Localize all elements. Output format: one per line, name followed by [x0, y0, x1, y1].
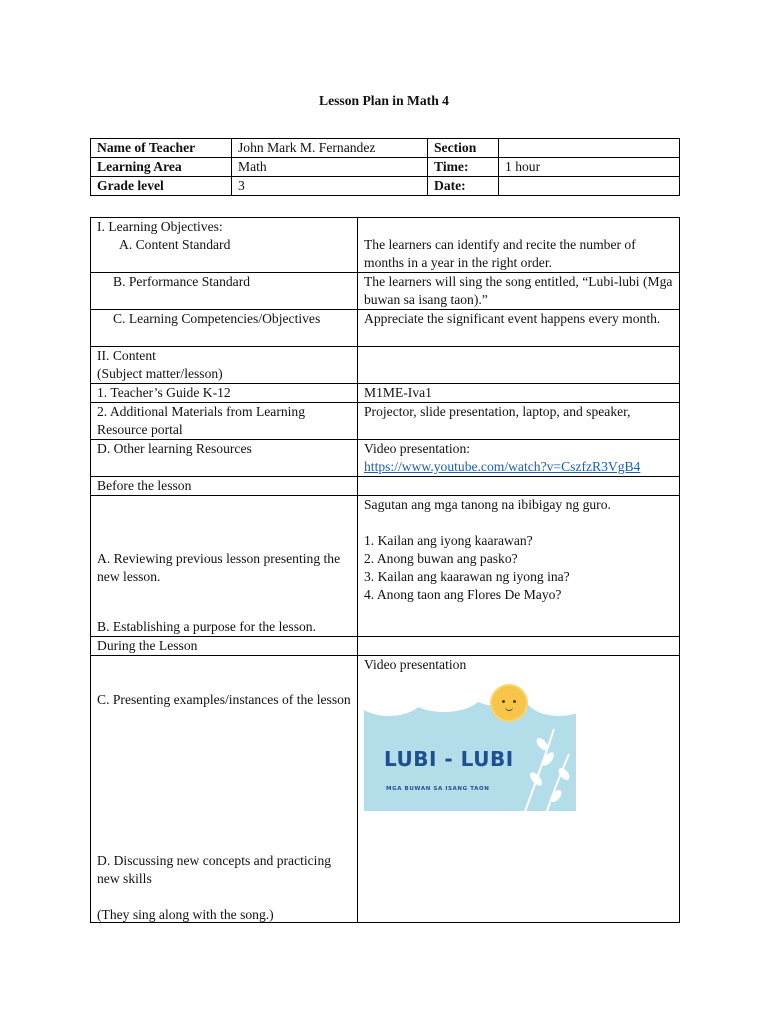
competencies-value: Appreciate the significant event happens every month. [358, 310, 680, 347]
youtube-link[interactable]: https://www.youtube.com/watch?v=CszfzR3VgB4 [364, 459, 641, 474]
questions-cell [358, 496, 680, 637]
performance-standard-value: The learners will sing the song entitled, “Lubi-lubi (Mga buwan sa isang taon).” [358, 273, 680, 310]
document-title: Lesson Plan in Math 4 [319, 93, 449, 108]
table-row [91, 310, 680, 347]
date-label: Date: [428, 177, 499, 196]
thumbnail-subtitle: MGA BUWAN SA ISANG TAON [386, 786, 490, 792]
table-row [91, 139, 680, 158]
other-resources-cell [358, 440, 680, 477]
video-label: Video presentation [364, 657, 467, 672]
competencies-label: C. Learning Competencies/Objectives [91, 310, 358, 347]
additional-materials-value: Projector, slide presentation, laptop, and speaker, [358, 403, 680, 440]
thumbnail-title: LUBI - LUBI [384, 747, 514, 771]
time-value: 1 hour [499, 158, 680, 177]
objectives-heading: I. Learning Objectives: [97, 219, 223, 234]
sing-along-note: (They sing along with the song.) [97, 907, 274, 922]
teachers-guide-label: 1. Teacher’s Guide K-12 [91, 384, 358, 403]
learning-area-value: Math [232, 158, 428, 177]
grade-level-label: Grade level [91, 177, 232, 196]
table-row [91, 656, 680, 923]
table-row [91, 273, 680, 310]
teacher-label: Name of Teacher [91, 139, 232, 158]
purpose-label: B. Establishing a purpose for the lesson. [97, 619, 316, 634]
teacher-info-table [90, 138, 680, 196]
empty-cell [358, 637, 680, 656]
video-cell [358, 656, 680, 923]
discussing-label: D. Discussing new concepts and practicing new skills [97, 853, 332, 886]
content-standard-value: The learners can identify and recite the number of months in a year in the right order. [364, 237, 636, 270]
table-row [91, 158, 680, 177]
other-resources-label: D. Other learning Resources [91, 440, 358, 477]
other-resources-value: Video presentation: [364, 441, 471, 456]
video-thumbnail[interactable] [364, 684, 576, 811]
table-row [91, 496, 680, 637]
before-lesson-label: Before the lesson [91, 477, 358, 496]
performance-standard-label: B. Performance Standard [91, 273, 358, 310]
content-standard-cell [358, 218, 680, 273]
presenting-label: C. Presenting examples/instances of the lesson [97, 692, 351, 707]
content-heading: II. Content [97, 348, 156, 363]
cloud-shape [524, 684, 576, 716]
section-label: Section [428, 139, 499, 158]
teacher-value: John Mark M. Fernandez [232, 139, 428, 158]
sun-icon [492, 686, 526, 720]
content-subheading: (Subject matter/lesson) [97, 366, 223, 381]
content-standard-label: A. Content Standard [119, 237, 231, 252]
table-row [91, 218, 680, 273]
grade-level-value: 3 [232, 177, 428, 196]
during-lesson-label: During the Lesson [91, 637, 358, 656]
table-row [91, 403, 680, 440]
table-row [91, 177, 680, 196]
learning-area-label: Learning Area [91, 158, 232, 177]
table-row [91, 440, 680, 477]
table-row [91, 384, 680, 403]
questions-intro: Sagutan ang mga tanong na ibibigay ng guro. [364, 497, 611, 512]
content-heading-cell [91, 347, 358, 384]
table-row [91, 637, 680, 656]
time-label: Time: [428, 158, 499, 177]
questions-list: 1. Kailan ang iyong kaarawan? 2. Anong buwan ang pasko? 3. Kailan ang kaarawan ng iyong ina? 4. Anong taon ang Flores De Mayo? [364, 533, 570, 602]
empty-cell [358, 477, 680, 496]
reviewing-label: A. Reviewing previous lesson presenting the new lesson. [97, 551, 341, 584]
leaf-branch-icon [514, 724, 574, 811]
review-purpose-cell [91, 496, 358, 637]
teachers-guide-value: M1ME-Iva1 [358, 384, 680, 403]
objectives-cell [91, 218, 358, 273]
table-row [91, 347, 680, 384]
lesson-plan-table [90, 217, 680, 923]
presenting-discussing-cell [91, 656, 358, 923]
date-value [499, 177, 680, 196]
additional-materials-label: 2. Additional Materials from Learning Resource portal [91, 403, 358, 440]
table-row [91, 477, 680, 496]
section-value [499, 139, 680, 158]
empty-cell [358, 347, 680, 384]
